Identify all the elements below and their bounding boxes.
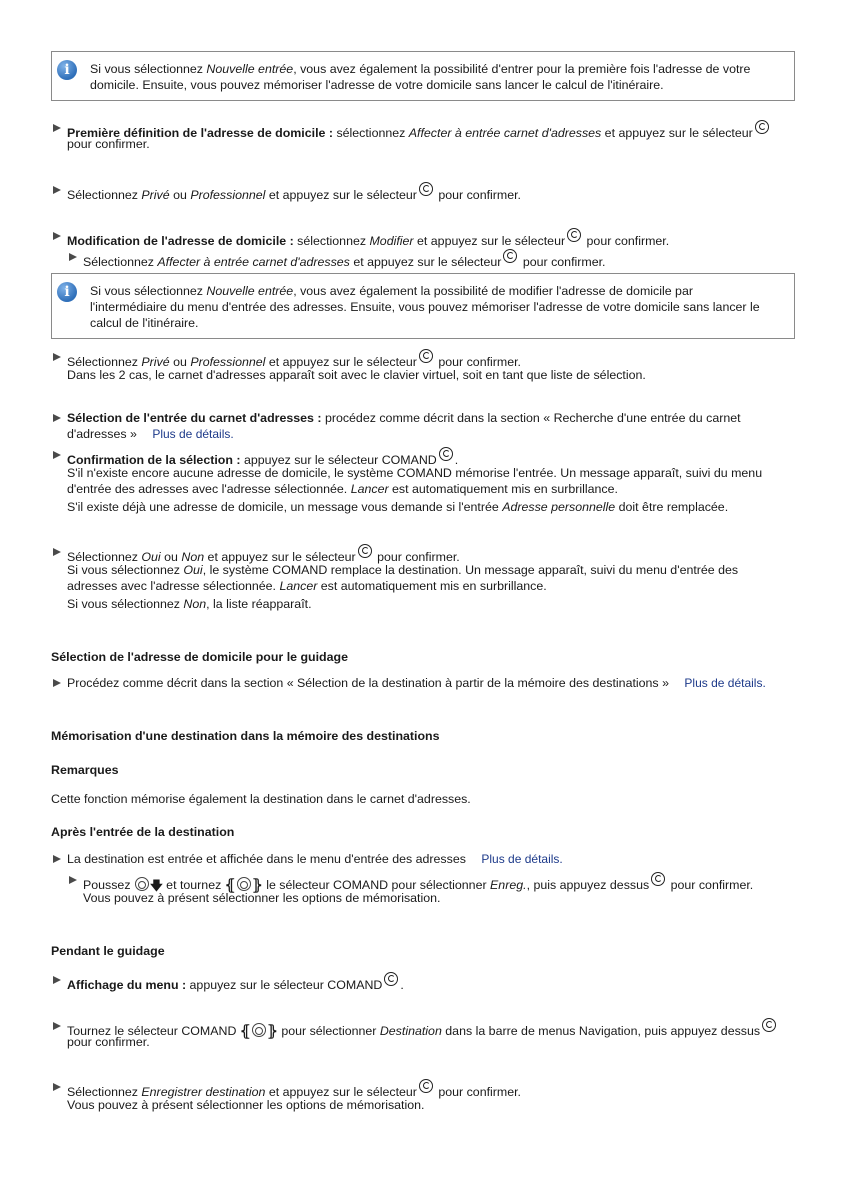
info-note-modify bbox=[51, 273, 795, 339]
step-text-line: Vous pouvez à présent sélectionner les options de mémorisation. bbox=[67, 1098, 425, 1112]
bullet-arrow-icon bbox=[53, 414, 61, 422]
rotate-right-icon: ⦄ bbox=[266, 1023, 278, 1040]
more-details-link[interactable]: Plus de détails. bbox=[684, 676, 766, 690]
substep-push-and-turn: Poussez 🡇 et tournez ⦃ ⦄ le sélecteur COMAND pour sélectionner Enreg., puis appuyez dessus pour confirmer. bbox=[83, 872, 753, 894]
substep-assign-address-book: Sélectionnez Affecter à entrée carnet d'adresses et appuyez sur le sélecteur pour confirmer. bbox=[83, 249, 606, 270]
controller-press-icon bbox=[358, 544, 372, 558]
more-details-link[interactable]: Plus de détails. bbox=[481, 852, 563, 866]
note-text-line: l'intermédiaire du menu d'entrée des adresses. Ensuite, vous pouvez mémoriser l'adresse de votre domicile sans lancer le bbox=[90, 300, 760, 314]
note-text-line: domicile. Ensuite, vous pouvez mémoriser l'adresse de votre domicile sans lancer le calcul de l'itinéraire. bbox=[90, 78, 664, 92]
sub-bullet-arrow-icon bbox=[69, 876, 77, 884]
bullet-arrow-icon bbox=[53, 124, 61, 132]
controller-ring-icon bbox=[237, 877, 251, 891]
step-text-line: Vous pouvez à présent sélectionner les options de mémorisation. bbox=[83, 891, 441, 905]
subsection-heading: Pendant le guidage bbox=[51, 944, 165, 958]
controller-press-icon bbox=[651, 872, 665, 886]
bullet-arrow-icon bbox=[53, 976, 61, 984]
step-text-line: S'il n'existe encore aucune adresse de domicile, le système COMAND mémorise l'entrée. Un message apparaît, suivi du menu bbox=[67, 466, 763, 480]
controller-press-icon bbox=[419, 182, 433, 196]
controller-press-icon bbox=[503, 249, 517, 263]
step-text-line: Si vous sélectionnez Non, la liste réapparaît. bbox=[67, 597, 312, 611]
subsection-heading: Remarques bbox=[51, 763, 119, 777]
step-select-address-book-entry: Sélection de l'entrée du carnet d'adresses : procédez comme décrit dans la section « Recherche d'une entrée du carnet bbox=[67, 411, 741, 425]
controller-ring-icon bbox=[252, 1023, 266, 1037]
info-note-new-entry bbox=[51, 51, 795, 101]
step-show-menu: Affichage du menu : appuyez sur le sélecteur COMAND . bbox=[67, 972, 404, 993]
more-details-link[interactable]: Plus de détails. bbox=[152, 427, 234, 441]
controller-press-icon bbox=[762, 1018, 776, 1032]
subsection-heading: Après l'entrée de la destination bbox=[51, 825, 235, 839]
bullet-arrow-icon bbox=[53, 679, 61, 687]
rotate-left-icon: ⦃ bbox=[239, 1023, 251, 1040]
bullet-arrow-icon bbox=[53, 1022, 61, 1030]
bullet-arrow-icon bbox=[53, 451, 61, 459]
step-destination-entered: La destination est entrée et affichée dans le menu d'entrée des adresses Plus de détails. bbox=[67, 852, 563, 866]
step-text-line: adresses avec l'adresse sélectionnée. Lancer est automatiquement mis en surbrillance. bbox=[67, 579, 547, 593]
step-text-line: pour confirmer. bbox=[67, 137, 150, 151]
step-text-line: d'entrée des adresses avec l'adresse sélectionnée. Lancer est automatiquement mis en surbrillance. bbox=[67, 482, 618, 496]
step-home-address-first: Première définition de l'adresse de domicile : sélectionnez Affecter à entrée carnet d'adresses et appuyez sur le sélecteur bbox=[67, 120, 771, 141]
info-icon bbox=[57, 282, 77, 302]
step-text-line: Dans les 2 cas, le carnet d'adresses apparaît soit avec le clavier virtuel, soit en tant que liste de sélection. bbox=[67, 368, 646, 382]
arrow-down-icon: 🡇 bbox=[149, 879, 163, 893]
bullet-arrow-icon bbox=[53, 353, 61, 361]
step-select-yes-no: Sélectionnez Oui ou Non et appuyez sur le sélecteur pour confirmer. bbox=[67, 544, 460, 565]
note-text-line: Si vous sélectionnez Nouvelle entrée, vous avez également la possibilité de modifier l'adresse de domicile par bbox=[90, 284, 693, 298]
step-text-line: d'adresses » bbox=[67, 427, 137, 441]
controller-ring-icon bbox=[135, 877, 149, 891]
step-turn-controller: Tournez le sélecteur COMAND ⦃ ⦄ pour sélectionner Destination dans la barre de menus Navigation, puis appuyez dessus bbox=[67, 1018, 778, 1040]
controller-press-icon bbox=[384, 972, 398, 986]
controller-press-icon bbox=[419, 1079, 433, 1093]
step-confirm-selection: Confirmation de la sélection : appuyez sur le sélecteur COMAND . bbox=[67, 447, 458, 468]
note-text-line: calcul de l'itinéraire. bbox=[90, 316, 199, 330]
section-heading: Sélection de l'adresse de domicile pour le guidage bbox=[51, 650, 348, 664]
step-modify-home-address: Modification de l'adresse de domicile : sélectionnez Modifier et appuyez sur le sélecteur pour confirmer. bbox=[67, 228, 669, 249]
rotate-left-icon: ⦃ bbox=[224, 877, 236, 894]
step-select-from-memory: Procédez comme décrit dans la section « Sélection de la destination à partir de la mémoire des destinations » Plus de détails. bbox=[67, 676, 766, 690]
paragraph: Cette fonction mémorise également la destination dans le carnet d'adresses. bbox=[51, 792, 471, 806]
controller-press-icon bbox=[419, 349, 433, 363]
controller-press-icon bbox=[755, 120, 769, 134]
bullet-arrow-icon bbox=[53, 548, 61, 556]
rotate-right-icon: ⦄ bbox=[251, 877, 263, 894]
bullet-arrow-icon bbox=[53, 855, 61, 863]
controller-press-icon bbox=[567, 228, 581, 242]
section-heading: Mémorisation d'une destination dans la mémoire des destinations bbox=[51, 729, 440, 743]
info-icon bbox=[57, 60, 77, 80]
note-text-line: Si vous sélectionnez Nouvelle entrée, vous avez également la possibilité d'entrer pour la première fois l'adresse de votre bbox=[90, 62, 751, 76]
controller-press-icon bbox=[439, 447, 453, 461]
step-text-line: Si vous sélectionnez Oui, le système COMAND remplace la destination. Un message apparaît, suivi du menu d'entrée des bbox=[67, 563, 739, 577]
step-select-private: Sélectionnez Privé ou Professionnel et appuyez sur le sélecteur pour confirmer. bbox=[67, 182, 521, 203]
step-text-line: pour confirmer. bbox=[67, 1035, 150, 1049]
step-save-destination: Sélectionnez Enregistrer destination et appuyez sur le sélecteur pour confirmer. bbox=[67, 1079, 521, 1100]
bullet-arrow-icon bbox=[53, 232, 61, 240]
sub-bullet-arrow-icon bbox=[69, 253, 77, 261]
bullet-arrow-icon bbox=[53, 186, 61, 194]
step-text-line: S'il existe déjà une adresse de domicile, un message vous demande si l'entrée Adresse personnelle doit être remplacée. bbox=[67, 500, 729, 514]
bullet-arrow-icon bbox=[53, 1083, 61, 1091]
step-select-private-2: Sélectionnez Privé ou Professionnel et appuyez sur le sélecteur pour confirmer. bbox=[67, 349, 521, 370]
